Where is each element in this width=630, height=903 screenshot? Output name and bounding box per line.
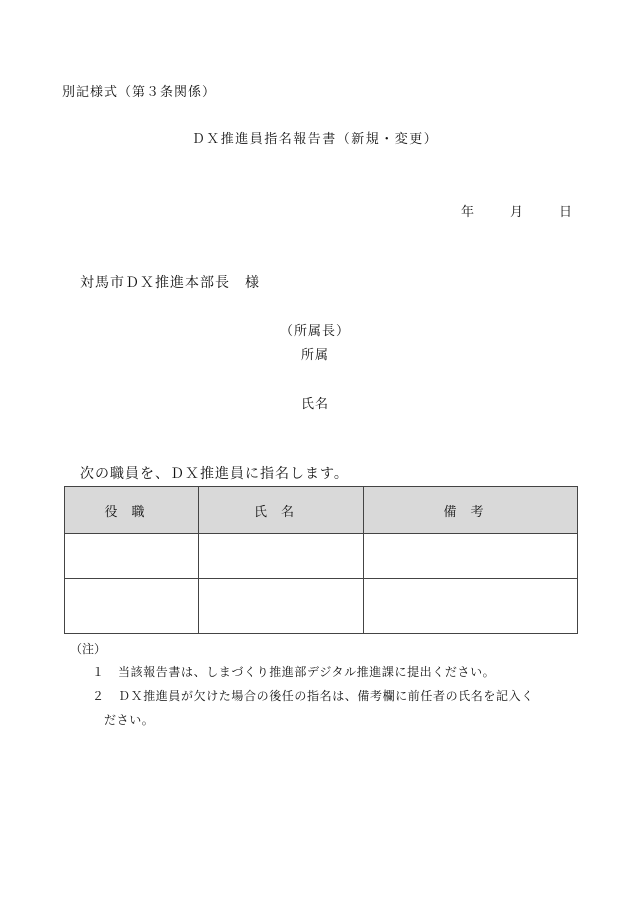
header-remarks: 備考	[364, 487, 578, 534]
note-number: ２	[92, 689, 105, 703]
header-name: 氏名	[199, 487, 364, 534]
intro-text: 次の職員を、ＤＸ推進員に指名します。	[80, 466, 349, 482]
nominee-table	[64, 486, 578, 634]
date-line	[461, 201, 572, 220]
sender-name-label: 氏名	[300, 397, 329, 412]
date-month: 月	[509, 205, 523, 220]
header-position: 役職	[65, 487, 199, 534]
note-number: １	[92, 665, 105, 679]
note-item-1	[92, 663, 495, 680]
notes-label: （注）	[70, 642, 107, 656]
note-text: 当該報告書は、しまづくり推進部デジタル推進課に提出ください。	[118, 665, 496, 679]
note-item-2-continuation: ださい。	[104, 713, 155, 727]
note-text: ＤＸ推進員が欠けた場合の後任の指名は、備考欄に前任者の氏名を記入く	[118, 689, 534, 703]
note-item-2	[92, 687, 534, 704]
cell-name[interactable]	[199, 534, 364, 579]
cell-remarks[interactable]	[364, 579, 578, 634]
cell-position[interactable]	[65, 534, 199, 579]
table-row	[65, 579, 578, 634]
sender-title: （所属長）	[279, 324, 350, 339]
date-day: 日	[558, 205, 572, 220]
cell-remarks[interactable]	[364, 534, 578, 579]
form-label: 別記様式（第３条関係）	[62, 85, 217, 100]
table-header-row	[65, 487, 578, 534]
sender-department-label: 所属	[300, 348, 329, 363]
table-row	[65, 534, 578, 579]
addressee: 対馬市ＤＸ推進本部長 様	[80, 275, 260, 291]
cell-position[interactable]	[65, 579, 199, 634]
document-title: ＤＸ推進員指名報告書（新規・変更）	[191, 132, 439, 147]
date-year: 年	[460, 205, 474, 220]
cell-name[interactable]	[199, 579, 364, 634]
